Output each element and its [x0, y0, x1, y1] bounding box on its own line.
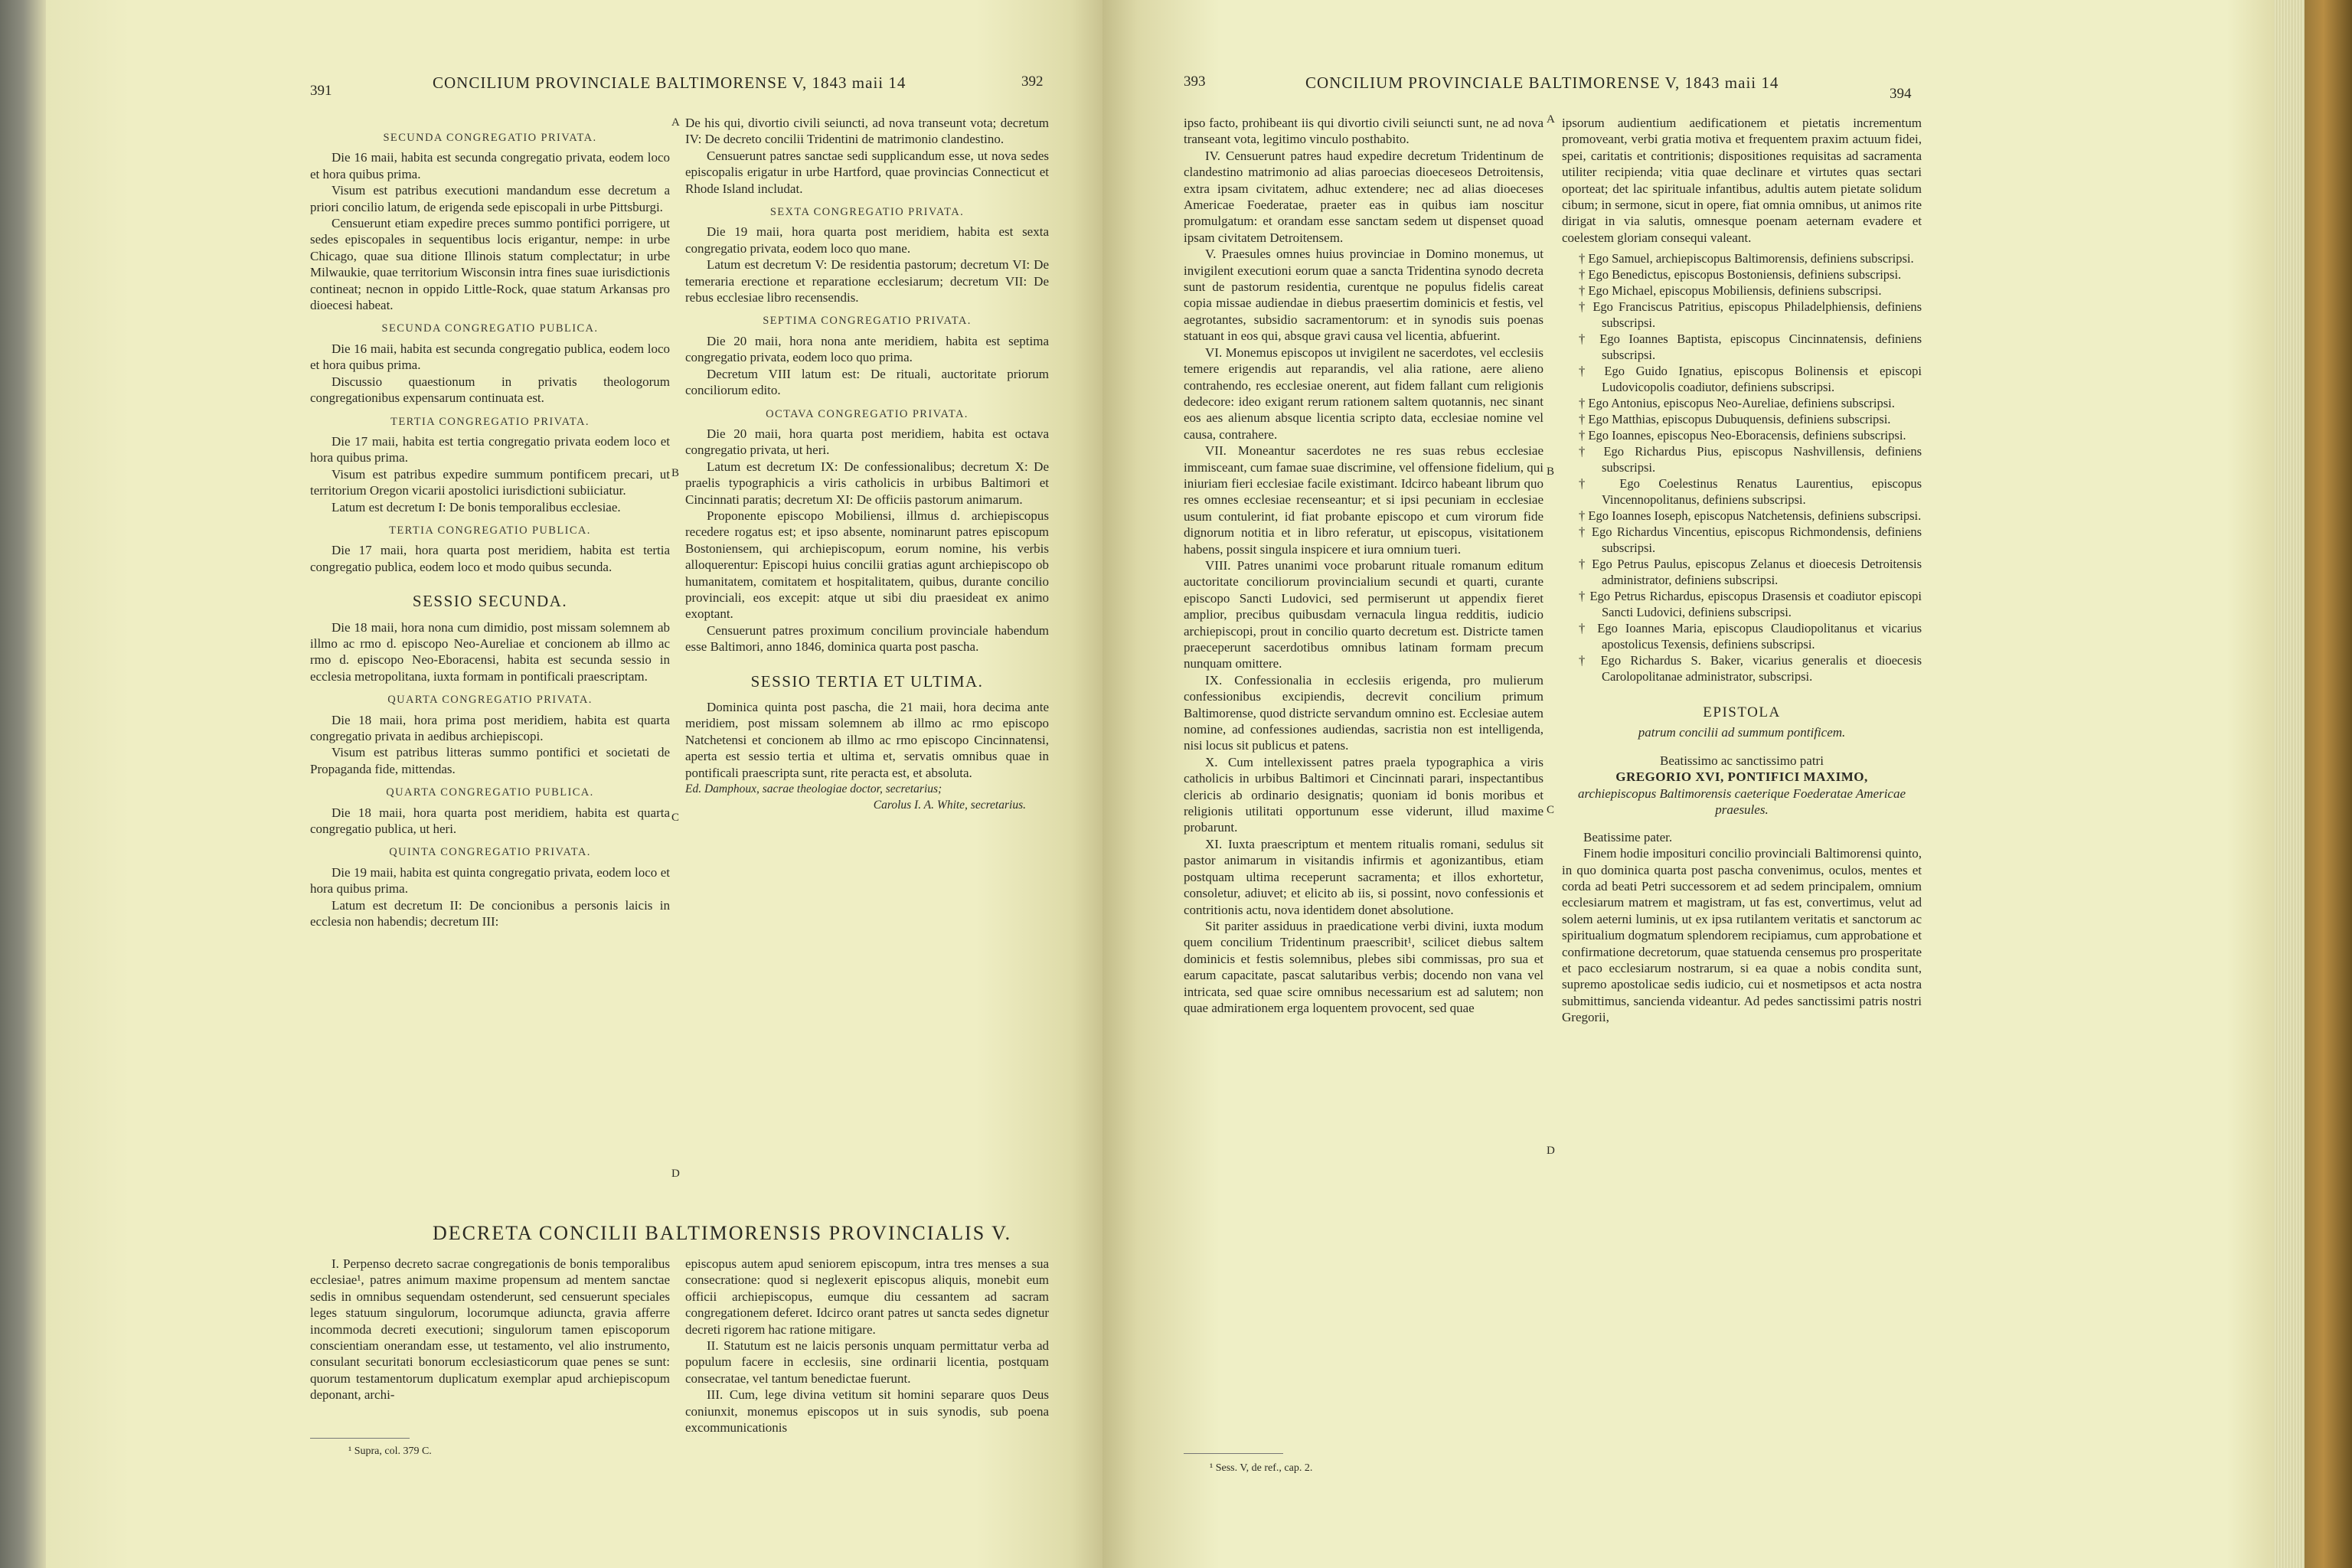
bishop-signature: † Ego Richardus S. Baker, vicarius generalis et dioecesis Carolopolitanae administrator, subscripsi.: [1579, 653, 1922, 684]
left-column-1: [310, 122, 670, 929]
paragraph: Die 20 maii, hora quarta post meridiem, habita est octava congregatio privata, ut heri.: [685, 426, 1049, 458]
right-column-1: [1184, 115, 1544, 1016]
section-caption: SEPTIMA CONGREGATIO PRIVATA.: [763, 315, 972, 328]
paragraph: Die 19 maii, habita est quinta congregatio privata, eodem loco et hora quibus prima.: [310, 864, 670, 897]
paragraph: Die 18 maii, hora prima post meridiem, habita est quarta congregatio privata in aedibus archiepiscopi.: [310, 712, 670, 743]
paragraph: Sit pariter assiduus in praedicatione verbi divini, iuxta modum quem concilium Tridentinum praescribit¹, scilicet diebus saltem dominicis et festis solemnibus, plebes sibi commissas, pro sua et earum capacitate, pascat salutaribus verbis; docendo non vana vel intricata, sed quae scire omnibus necessarium est ad salutem; non quae admirationem erga loquentem provocent, sed quae: [1184, 918, 1544, 1015]
bishop-signature: † Ego Franciscus Patritius, episcopus Philadelphiensis, definiens subscripsi.: [1579, 299, 1922, 331]
paragraph: Proponente episcopo Mobiliensi, illmus d. archiepiscopus recedere rogatus est; et ipso absente, nominarunt patres episcopum Bostoniensem, qui archiepiscopum, eorum nomine, his verbis alloquerentur: Episcopi huius concilii gratias agunt archiepiscopo ob humanitatem, comitatem et hospitalitatem, quibus, durante concilio provinciali, eos excepit: atque ut sibi diu praesideat ex animo exoptant.: [685, 508, 1049, 622]
section-caption: QUARTA CONGREGATIO PRIVATA.: [387, 694, 593, 707]
section-caption: QUARTA CONGREGATIO PUBLICA.: [386, 786, 594, 799]
paragraph: De his qui, divortio civili seiuncti, ad nova transeunt vota; decretum IV: De decreto concilii Tridentini de matrimonio clandestino.: [685, 116, 1049, 147]
column-number-394: 394: [1890, 86, 1912, 102]
secretary-signature: Ed. Damphoux, sacrae theologiae doctor, secretarius;: [685, 782, 942, 796]
paragraph: XI. Iuxta praescriptum et mentem ritualis romani, sedulus sit pastor animarum in visitandis infirmis et agonizantibus, etiam postquam ultima receperunt sacramenta; et illos exhortetur, consoletur, adiuvet; et elicito ab iis, si possint, novo confessionis et contritionis actu, nova identidem donet absolutione.: [1184, 836, 1544, 917]
paragraph: Die 17 maii, hora quarta post meridiem, habita est tertia congregatio publica, eodem loco et modo quibus secunda.: [310, 543, 670, 574]
paragraph: Die 20 maii, hora nona ante meridiem, habita est septima congregatio privata, eodem loco quo prima.: [685, 333, 1049, 365]
bishop-signature: † Ego Coelestinus Renatus Laurentius, episcopus Vincennopolitanus, definiens subscripsi.: [1579, 476, 1922, 508]
paragraph: Visum est patribus executioni mandandum esse decretum a priori concilio latum, de erigenda sede episcopali in urbe Pittsburgi.: [310, 183, 670, 214]
footnote-right: ¹ Sess. V, de ref., cap. 2.: [1210, 1462, 1313, 1474]
paragraph: Die 17 maii, habita est tertia congregatio privata eodem loco et hora quibus prima.: [310, 433, 670, 466]
margin-marker: A: [1547, 113, 1555, 126]
book-cover: [2305, 0, 2352, 1568]
paragraph: Latum est decretum IX: De confessionalibus; decretum X: De praelis typographicis a viris catholicis in urbibus Baltimori et Cincinnati paratis; decretum XI: De officiis pastorum animarum.: [685, 459, 1049, 507]
beatissime-pater: Beatissime pater.: [1583, 829, 1673, 844]
bishop-signature: † Ego Matthias, episcopus Dubuquensis, definiens subscripsi.: [1579, 412, 1891, 427]
margin-marker: A: [671, 116, 680, 129]
section-caption: SEXTA CONGREGATIO PRIVATA.: [769, 206, 965, 219]
bishop-signature: † Ego Richardus Pius, episcopus Nashvillensis, definiens subscripsi.: [1579, 444, 1922, 475]
bishop-signature: † Ego Richardus Vincentius, episcopus Richmondensis, definiens subscripsi.: [1579, 524, 1922, 556]
footnote-left: ¹ Supra, col. 379 C.: [348, 1446, 432, 1457]
paragraph: V. Praesules omnes huius provinciae in Domino monemus, ut invigilent executioni eorum quae a sancta Tridentina synodo decreta sunt de pastorum residentia, curentque ne populus fidelis careat copia missae audiendae in diebus praesertim dominicis et festis, vel aegrotantes, subsidio sacramentorum: et in synodis suis poenas statuant in eos qui, absque gravi causa vel licentia, abfuerint.: [1184, 247, 1544, 344]
section-caption: TERTIA CONGREGATIO PRIVATA.: [390, 415, 590, 428]
paragraph: Decretum VIII latum est: De rituali, auctoritate priorum conciliorum edito.: [685, 366, 1049, 398]
margin-marker: D: [1547, 1145, 1555, 1157]
bishop-signature: † Ego Antonius, episcopus Neo-Aureliae, definiens subscripsi.: [1579, 396, 1895, 411]
running-head-left: CONCILIUM PROVINCIALE BALTIMORENSE V, 1843 maii 14: [433, 74, 906, 92]
paragraph: I. Perpenso decreto sacrae congregationis de bonis temporalibus ecclesiae¹, patres animum maxime propensum ad mentem sanctae sedis in omnibus sequendam ostenderunt, sed censuerunt speciales leges statuum singulorum, locorumque adiuncta, gravia afferre incommoda decreti executioni; singulorum tamen episcoporum conscientiam onerandam esse, ut testamento, vel alio instrumento, consulant securitati bonorum ecclesiasticorum quae penes se sunt: quorum testamentorum duplicatum exemplar apud archiepiscopum deponant, archi-: [310, 1256, 670, 1403]
bishop-signature: † Ego Michael, episcopus Mobiliensis, definiens subscripsi.: [1579, 283, 1882, 299]
paragraph: IX. Confessionalia in ecclesiis erigenda, pro mulierum confessionibus excipiendis, decrevit concilium primum Baltimorense, quod districte servandum omnino est. Ecclesiae autem nomine, ad confessiones audiendas, sacristia non est intelligenda, nisi locus sit publicus et patens.: [1184, 672, 1544, 753]
column-number-392: 392: [1021, 74, 1044, 90]
paragraph: Visum est patribus expedire summum pontificem precari, ut territorium Oregon vicarii apostolici iurisdictioni subiiciatur.: [310, 466, 670, 498]
paragraph: Die 16 maii, habita est secunda congregatio privata, eodem loco et hora quibus prima.: [310, 150, 670, 181]
paragraph: ipsorum audientium aedificationem et pietatis incrementum promoveant, verbi gratia motiva et frequentem praxim actuum fidei, spei, caritatis et contritionis; dispositiones requisitas ad sacramenta utiliter recipienda; vitia quae declinare et virtutes quas sectari oporteat; det lac spirituale infantibus, adultis autem pietate solidum cibum; in sermone, sicut in opere, fiat omnia omnibus, ut animos rite dirigat in via salutis, omnesque poenam aeternam evadere et coelestem gloriam consequi valeant.: [1562, 116, 1922, 245]
epistola-title: EPISTOLA: [1703, 704, 1781, 721]
salutation-line-2: GREGORIO XVI, PONTIFICI MAXIMO,: [1615, 769, 1868, 785]
bishop-signature: † Ego Guido Ignatius, episcopus Bolinensis et episcopi Ludovicopolis coadiutor, definiens subscripsi.: [1579, 364, 1922, 395]
paragraph: episcopus autem apud seniorem episcopum, intra tres menses a sua consecratione: quod si neglexerit episcopus aliquis, monebit eum officii archiepiscopus, eumque diu cessantem ad sacram congregationem deferet. Idcirco orant patres ut sancta sedes dignetur decreti rigorem hac ratione mitigare.: [685, 1256, 1049, 1337]
column-number-391: 391: [310, 83, 332, 99]
paragraph: Die 19 maii, hora quarta post meridiem, habita est sexta congregatio privata, eodem loco quo mane.: [685, 224, 1049, 256]
left-column-2: [685, 115, 1049, 814]
margin-marker: B: [1547, 466, 1555, 478]
session-heading: SESSIO TERTIA ET ULTIMA.: [750, 671, 984, 691]
bishop-signature: † Ego Ioannes Ioseph, episcopus Natchetensis, definiens subscripsi.: [1579, 508, 1922, 524]
paragraph: II. Statutum est ne laicis personis unquam permittatur verba ad populum facere in ecclesiis, sine ordinarii licentia, postquam consecratae, vel tantum benedictae fuerunt.: [685, 1338, 1049, 1386]
salutation-line-1: Beatissimo ac sanctissimo patri: [1660, 753, 1824, 769]
left-column-3: [310, 1256, 670, 1403]
bishop-signature: † Ego Ioannes, episcopus Neo-Eboracensis, definiens subscripsi.: [1579, 428, 1906, 443]
section-caption: QUINTA CONGREGATIO PRIVATA.: [389, 846, 591, 859]
paragraph: Die 18 maii, hora quarta post meridiem, habita est quarta congregatio publica, ut heri.: [310, 805, 670, 837]
section-caption: TERTIA CONGREGATIO PUBLICA.: [389, 524, 591, 537]
column-number-393: 393: [1184, 74, 1206, 90]
bishop-signature: † Ego Benedictus, episcopus Bostoniensis, definiens subscripsi.: [1579, 267, 1902, 283]
paragraph: Dominica quinta post pascha, die 21 maii, hora decima ante meridiem, post missam solemnem ab illmo ac rmo episcopo Natchetensi et concionem ab illmo ac rmo episcopo Cincinnatensi, aperta est sessio tertia et ultima et, servatis omnibus quae in pontificali praescripta sunt, rite peracta est, et absoluta.: [685, 700, 1049, 780]
footnote-rule: [1184, 1453, 1283, 1454]
paragraph: Discussio quaestionum in privatis theologorum congregationibus expensarum continuata est.: [310, 374, 670, 406]
paragraph: VIII. Patres unanimi voce probarunt rituale romanum editum auctoritate conciliorum provincialium secundi et quarti, curante episcopo Sancti Ludovici, sed permiserunt ut appendix fieret amplior, precibus quibusdam vernacula lingua redditis, iudicio archiepiscopi, prout in concilio quarto decretum est. Districte tamen praeceperunt sacerdotibus omnibus latinam formam precum nunquam omittere.: [1184, 557, 1544, 671]
paragraph: Latum est decretum I: De bonis temporalibus ecclesiae.: [332, 499, 621, 514]
section-caption: OCTAVA CONGREGATIO PRIVATA.: [766, 407, 969, 420]
paragraph: Latum est decretum V: De residentia pastorum; decretum VI: De temeraria erectione et reparatione ecclesiarum; decretum VII: De rebus ecclesiae libro recensendis.: [685, 257, 1049, 305]
section-caption: SECUNDA CONGREGATIO PRIVATA.: [383, 132, 597, 144]
left-column-4: [685, 1256, 1049, 1436]
secretary-signature: Carolus I. A. White, secretarius.: [873, 799, 1026, 812]
margin-marker: C: [671, 812, 680, 824]
margin-marker: D: [671, 1168, 680, 1180]
bishop-signature: † Ego Petrus Paulus, episcopus Zelanus et dioecesis Detroitensis administrator, definiens subscripsi.: [1579, 557, 1922, 588]
salutation-line-3: archiepiscopus Baltimorensis caeterique Foederatae Americae praesules.: [1577, 786, 1906, 818]
epistola-text: Finem hodie imposituri concilio provinciali Baltimorensi quinto, in quo dominica quarta post pascha convenimus, oculos, mentes et corda ad beati Petri successorem et ad sedem principalem, omnium ecclesiarum matrem et magistram, ut fas est, convertimus, velut ad solem aeterni luminis, ut ex ipsa rutilantem veritatis et sanctorum ac spiritualium dogmatum splendorem recipiamus, cum approbatione et confirmatione decretorum, quae statuenda censemus pro prosperitate et paco ecclesiarum nostrarum, si ea quae a nobis condita sunt, supremo apostolicae sedis iudicio, cui et nosmetipsos et acta nostra submittimus, sancienda videantur. Ad pedes sanctissimi patris nostri Gregorii,: [1562, 846, 1922, 1025]
running-head-right: CONCILIUM PROVINCIALE BALTIMORENSE V, 1843 maii 14: [1305, 74, 1779, 92]
epistola-subtitle: patrum concilii ad summum pontificem.: [1638, 724, 1846, 740]
paragraph: IV. Censuerunt patres haud expedire decretum Tridentinum de clandestino matrimonio ad alias paroecias dioeceseos Detroitensis, extra ipsam civitatem, adhuc extendere; nec ad alias dioeceses Americae Foederatae, praeter eas in quibus iam noscitur promulgatum: et orandam esse sanctam sedem ut dispenset quoad ipsam civitatem Detroitensem.: [1184, 148, 1544, 245]
paragraph: VI. Monemus episcopos ut invigilent ne sacerdotes, vel ecclesiis temere erigendis aut reparandis, vel alia ratione, aere alieno contrahendo, res ecclesiae onerent, aut fidem fallant cum religionis dedecore: ideo exigant rerum rationem saltem quotannis, nec sinant eos aes alienum absque licentia scripto data, ecclesiae nomine vel causa, contrahere.: [1184, 345, 1544, 442]
footnote-rule: [310, 1438, 410, 1439]
session-heading: SESSIO SECUNDA.: [412, 592, 568, 611]
right-column-2: [1562, 115, 1922, 1026]
paragraph: Latum est decretum II: De concionibus a personis laicis in ecclesia non habendis; decretum III:: [310, 897, 670, 929]
bishop-signature: † Ego Ioannes Maria, episcopus Claudiopolitanus et vicarius apostolicus Texensis, definiens subscripsi.: [1579, 621, 1922, 652]
paragraph: ipso facto, prohibeant iis qui divortio civili seiuncti sunt, ne ad nova transeant vota, legitimo vinculo posthabito.: [1184, 116, 1544, 147]
paragraph: III. Cum, lege divina vetitum sit homini separare quos Deus coniunxit, monemus episcopos ut in suis synodis, sub poena excommunicationis: [685, 1387, 1049, 1436]
decreta-title: DECRETA CONCILII BALTIMORENSIS PROVINCIALIS V.: [433, 1222, 1012, 1244]
paragraph: Die 18 maii, hora nona cum dimidio, post missam solemnem ab illmo ac rmo d. episcopo Neo-Aureliae et concionem ab illmo ac rmo d. episcopo Neo-Eboracensi, habita est secunda sessio in ecclesia metropolitana, iuxta formam in pontificali praescriptam.: [310, 619, 670, 684]
paragraph: Visum est patribus litteras summo pontifici et societati de Propaganda fide, mittendas.: [310, 745, 670, 776]
margin-marker: B: [671, 467, 680, 479]
bishop-signature: † Ego Ioannes Baptista, episcopus Cincinnatensis, definiens subscripsi.: [1579, 332, 1922, 363]
paragraph: X. Cum intellexissent patres praela typographica a viris catholicis in urbibus Baltimori et Cincinnati parari, inspectantibus clericis ab ordinario designatis; quoniam id bonis moribus et religionis utilitati opportunum esse viderunt, illud maxime probarunt.: [1184, 754, 1544, 835]
paragraph: Die 16 maii, habita est secunda congregatio publica, eodem loco et hora quibus prima.: [310, 341, 670, 373]
paragraph: Censuerunt etiam expedire preces summo pontifici porrigere, ut sedes episcopales in sequentibus locis erigantur, nempe: in urbe Chicago, quae sua ditione Illinois statum complectatur; in urbe Milwaukie, quae territorium Wisconsin intra fines suae iurisdictionis contineat; necnon in oppido Little-Rock, quae statum Arkansas pro dioecesi habeat.: [310, 216, 670, 313]
paragraph: Censuerunt patres proximum concilium provinciale habendum esse Baltimori, anno 1846, dominica quarta post pascha.: [685, 622, 1049, 655]
paragraph: Censuerunt patres sanctae sedi supplicandum esse, ut nova sedes episcopalis erigatur in urbe Hartford, quae provincias Connecticut et Rhode Island includat.: [685, 148, 1049, 196]
section-caption: SECUNDA CONGREGATIO PUBLICA.: [381, 322, 599, 335]
bishop-signature: † Ego Petrus Richardus, episcopus Drasensis et coadiutor episcopi Sancti Ludovici, definiens subscripsi.: [1579, 589, 1922, 620]
paragraph: VII. Moneantur sacerdotes ne res suas rebus ecclesiae immisceant, cum famae suae discrimine, vel offensione fidelium, qui iniuriam fieri ecclesiae facile existimant. Idcirco habeant librum quo res omnes ecclesiae recenseantur; et si ipsi pecuniam in ecclesiae usum contulerint, id fiat probante episcopo et cum virorum fide dignorum notitia et in libro referatur, ut episcopus, visitationem habens, possit singula inspicere et iura omnium tueri.: [1184, 443, 1544, 557]
margin-marker: C: [1547, 804, 1555, 816]
bishop-signature: † Ego Samuel, archiepiscopus Baltimorensis, definiens subscripsi.: [1579, 251, 1914, 266]
